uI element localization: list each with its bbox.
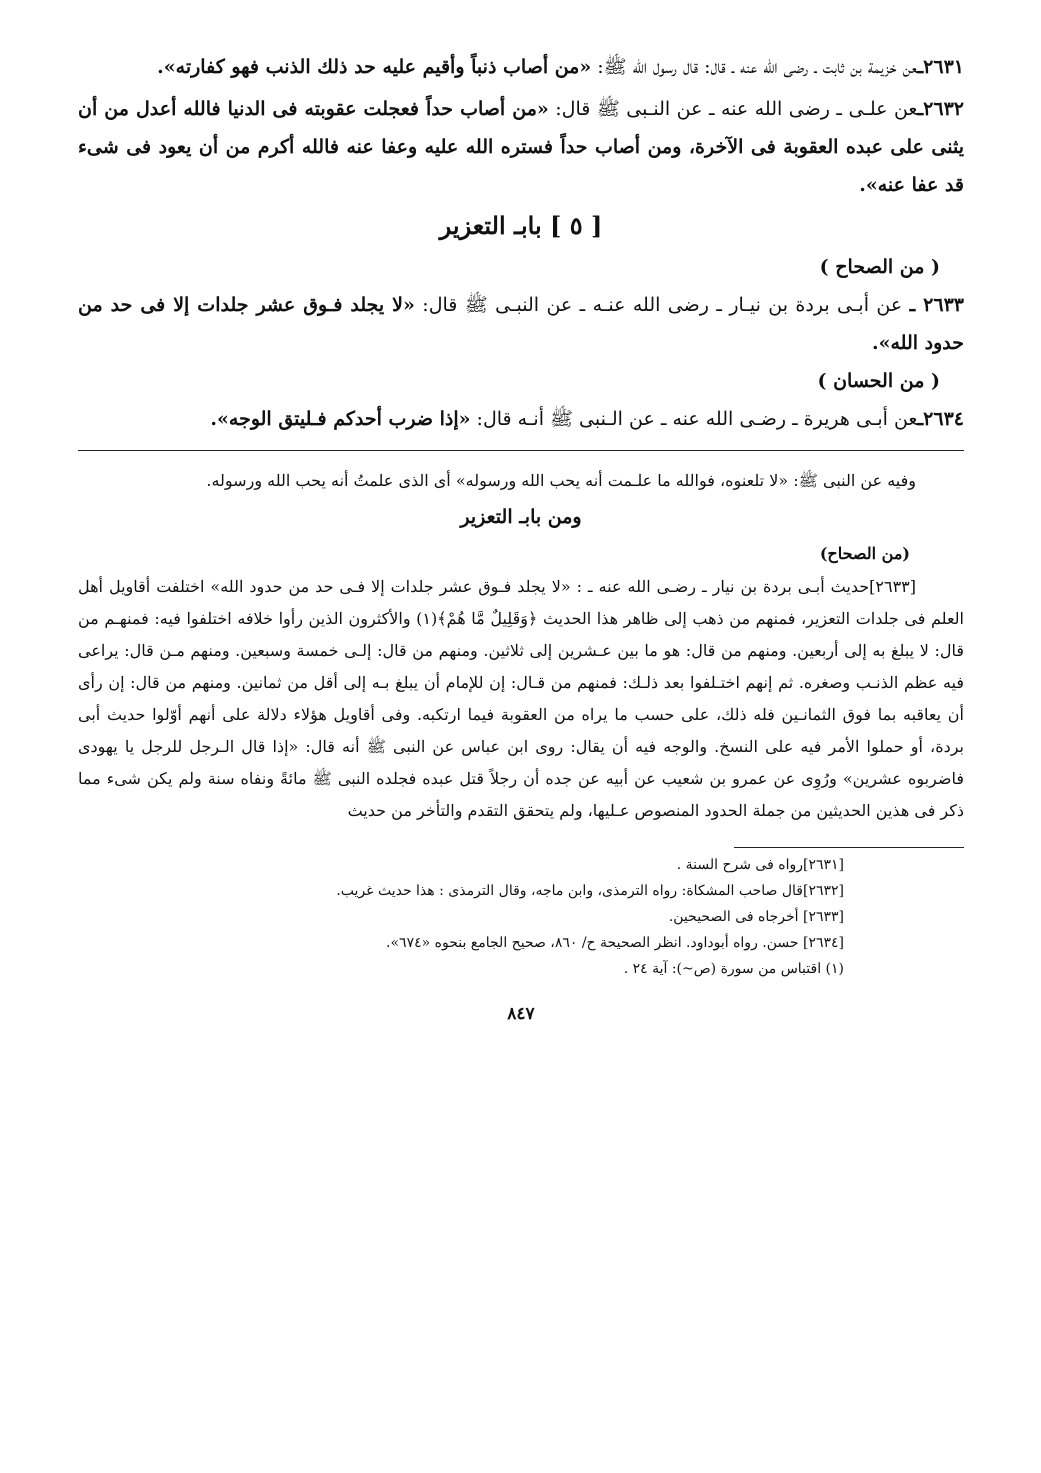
hadith-number: ٢٦٣٢: [923, 98, 964, 120]
hadith-chain: عن خزيمة بن ثابت ـ رضى الله عنه ـ قال: قال رسول الله ﷺ:: [591, 56, 918, 78]
hadith-2632: ٢٦٣٢ـعن علـى ـ رضى الله عنه ـ عن النـبى ﷺ قال: «من أصاب حداً فعجلت عقوبته فى الدنيا فالله أعدل من أن يثنى على عبده العقوبة فى الآخرة، ومن أصاب حداً فستره الله عليه وعفا عنه فالله أكرم من أن يعود فى شىء قد عفا عنه».: [78, 98, 964, 196]
hadith-chain: عن أبـى بردة بن نيـار ـ رضى الله عنـه ـ عن النبـى ﷺ قال:: [414, 294, 910, 316]
hadith-quote: «من أصاب ذنباً وأقيم عليه حد ذلك الذنب فهو كفارته».: [157, 56, 592, 78]
footnote-item: [٢٦٣٣] أخرجاه فى الصحيحين.: [668, 909, 844, 925]
hadith-number: ٢٦٣٤: [923, 408, 964, 430]
commentary-title: ومن بابـ التعزير: [460, 506, 582, 528]
hadith-2634: ٢٦٣٤ـعن أبـى هريرة ـ رضـى الله عنه ـ عن الـنبى ﷺ أنـه قال: «إذا ضرب أحدكم فـليتق الوجه».: [210, 408, 964, 430]
book-page: [78, 48, 964, 1024]
footnotes: [78, 852, 964, 982]
footnote-item: (١) اقتباس من سورة (ص~): آية ٢٤ .: [623, 961, 844, 977]
footnote-item: [٢٦٣١]رواه فى شرح السنة .: [676, 857, 844, 873]
commentary-intro: وفيه عن النبى ﷺ: «لا تلعنوه، فوالله ما علـمت أنه يحب الله ورسوله» أى الذى علمتُ أنه يحب الله ورسوله.: [206, 471, 916, 490]
footnote-item: [٢٦٣٢]قال صاحب المشكاة: رواه الترمذى، وابن ماجه، وقال الترمذى : هذا حديث غريب.: [336, 883, 844, 899]
hadith-number: ٢٦٣٣: [923, 294, 964, 316]
hadith-number: ٢٦٣١: [923, 56, 964, 78]
commentary-body: [٢٦٣٣]حديث أبـى بردة بن نيار ـ رضـى الله عنه ـ : «لا يجلد فـوق عشر جلدات إلا فـى حد من حدود الله» اختلفت أقاويل أهل العلم فى جلدات التعزير، فمنهم من ذهب إلى ظاهر هذا الحديث ﴿وَقَلِيلٌ مَّا هُمْ﴾(١) والأكثرون الذين رأوا خلافه اختلفوا فيه: فمنهـم من قال: لا يبلغ به إلى أربعين. ومنهم من قال: هو ما بين عـشرين إلى ثلاثين. ومنهم من قال: إلـى خمسة وسبعين. ومنهم مـن قال: يراعى فيه عظم الذنـب وصغره. ثم إنهم اختـلفوا بعد ذلـك: فمنهم من قـال: إن للإمام أن يبلغ بـه إلى أقل من ثمانين. ومنهم من قال: إن رأى أن يعاقبه بما فوق الثمانـين فله ذلك، على حسب ما يراه من العقوبة فيما ارتكبه. وفى أقاويل هؤلاء دلالة على أنهم أوّلوا حديث أبى بردة، أو حملوا الأمر فيه على النسخ. والوجه فيه أن يقال: روى ابن عباس عن النبى ﷺ أنه قال: «إذا قال الـرجل للرجل يا يهودى فاضربوه عشرين» ورُوِى عن عمرو بن شعيب عن أبيه عن جده أن رجلاً قتل عبده فجلده النبى ﷺ مائةً ونفاه سنة ولم يكن شىء مما ذكر فى هذين الحديثين من جملة الحدود المنصوص عـليها، ولم يتحقق التقدم والتأخر من حديث: [78, 577, 964, 820]
section-divider: [78, 450, 964, 451]
footnote-item: [٢٦٣٤] حسن. رواه أبوداود. انظر الصحيحة ح/ ٨٦٠، صحيح الجامع بنحوه «٦٧٤».: [386, 935, 844, 951]
hadith-chain: عن أبـى هريرة ـ رضـى الله عنه ـ عن الـنبى ﷺ أنـه قال:: [470, 408, 918, 430]
commentary-grade-heading: (من الصحاح): [819, 544, 910, 563]
hadith-quote: «لا يجلد فـوق عشر جلدات إلا فى حد من حدود الله».: [78, 294, 964, 354]
page-number: ٨٤٧: [507, 1004, 535, 1024]
hadith-2633: ٢٦٣٣ ـ عن أبـى بردة بن نيـار ـ رضى الله عنـه ـ عن النبـى ﷺ قال: «لا يجلد فـوق عشر جلدات إلا فى حد من حدود الله».: [78, 294, 964, 354]
hadith-2631: ٢٦٣١ـعن خزيمة بن ثابت ـ رضى الله عنه ـ قال: قال رسول الله ﷺ: «من أصاب ذنباً وأقيم عليه حد ذلك الذنب فهو كفارته».: [157, 56, 964, 78]
chapter-title: [ ٥ ] بابـ التعزير: [439, 211, 603, 240]
hadith-quote: «إذا ضرب أحدكم فـليتق الوجه».: [210, 408, 471, 430]
grade-heading-hasan: ( من الحسان ): [817, 370, 940, 392]
hadith-quote: «من أصاب حداً فعجلت عقوبته فى الدنيا فالله أعدل من أن يثنى على عبده العقوبة فى الآخرة، ومن أصاب حداً فستره الله عليه وعفا عنه فالله أكرم من أن يعود فى شىء قد عفا عنه».: [78, 98, 964, 196]
hadith-chain: عن علـى ـ رضى الله عنه ـ عن النـبى ﷺ قال:: [548, 98, 918, 120]
footnote-divider: [734, 847, 964, 848]
grade-heading-sahih: ( من الصحاح ): [819, 256, 940, 278]
